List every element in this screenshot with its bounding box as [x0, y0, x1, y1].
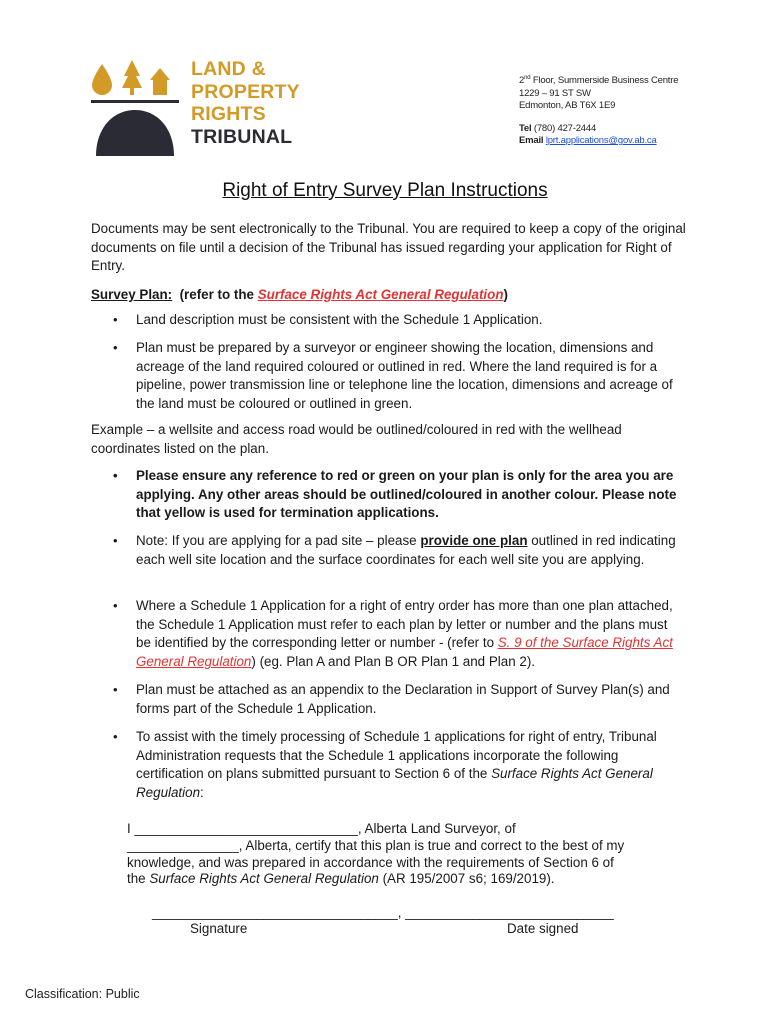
bullet-colour-reference: • Please ensure any reference to red or green on your plan is only for the area you are applying. Any other areas should be outlined/coloured in another colour. Please note that yellow is used for termination applications. [113, 468, 677, 521]
telephone: Tel (780) 427-2444 [519, 122, 597, 134]
logo-line-tribunal: TRIBUNAL [191, 125, 293, 148]
bullet-appendix: • Plan must be attached as an appendix to the Declaration in Support of Survey Plan(s) and forms part of the Schedule 1 Application. [113, 682, 670, 716]
address-line-2: 1229 – 91 ST SW [519, 87, 591, 99]
address-block [519, 72, 678, 148]
cert-line-2: _______________, Alberta, certify that this plan is true and correct to the best of my [127, 837, 625, 853]
survey-plan-heading: Survey Plan: (refer to the Surface Rights Act General Regulation) [91, 287, 508, 302]
classification-label: Classification: Public [25, 987, 140, 1001]
address-line-3: Edmonton, AB T6X 1E9 [519, 100, 616, 112]
certification-statement [127, 821, 667, 888]
section-9-link[interactable]: S. 9 of the Surface Rights Act General Regulation [136, 635, 673, 670]
cert-line-1: I ______________________________, Alberta Land Surveyor, of [127, 821, 516, 836]
bullet-plan-preparation: • Plan must be prepared by a surveyor or engineer showing the location, dimensions and acreage of the land required coloured or outlined in red. Where the land required is for a pipeline, power transmission line or telephone line the location, dimensions and acreage of the land must be coloured or outlined in green. [113, 340, 673, 412]
bullet-certification-request: • To assist with the timely processing of Schedule 1 applications for right of entry, Tribunal Administration requests that the Schedule 1 applications incorporate the following certification on plans submitted pursuant to Section 6 of the Surface Rights Act General Regulation: [113, 729, 657, 801]
email: Email lprt.applications@gov.ab.ca [519, 135, 657, 147]
regulation-link[interactable]: Surface Rights Act General Regulation [257, 287, 504, 302]
signature-label: Signature [190, 921, 248, 936]
tribunal-logo [88, 58, 318, 158]
logo-line-land: LAND & [191, 58, 266, 80]
logo-emblem-icon [88, 58, 188, 158]
cert-line-3: knowledge, and was prepared in accordance with the requirements of Section 6 of [127, 854, 614, 870]
bullet-multiple-plans: • Where a Schedule 1 Application for a right of entry order has more than one plan attached, the Schedule 1 Application must refer to each plan by letter or number and the plans must be identified by the corresponding letter or number - (refer to S. 9 of the Surface Rights Act General Regulation) (eg. Plan A and Plan B OR Plan 1 and Plan 2). [113, 598, 673, 670]
page-title: Right of Entry Survey Plan Instructions [222, 180, 548, 201]
address-line-1: 2nd Floor, Summerside Business Centre [519, 75, 679, 87]
date-signed-label: Date signed [507, 921, 579, 936]
intro-paragraph: Documents may be sent electronically to the Tribunal. You are required to keep a copy of the original documents on file until a decision of the Tribunal has issued regarding your application for Right of Entry. [91, 221, 686, 274]
cert-line-4: the Surface Rights Act General Regulation (AR 195/2007 s6; 169/2019). [127, 871, 555, 887]
logo-wordmark [191, 58, 300, 148]
bullet-pad-site-note: • Note: If you are applying for a pad site – please provide one plan outlined in red indicating each well site location and the surface coordinates for each well site you are applying. [113, 533, 676, 567]
signature-line: _________________________________, ____________________________ [152, 905, 614, 920]
logo-line-rights: RIGHTS [191, 103, 266, 125]
logo-line-property: PROPERTY [191, 80, 300, 103]
example-paragraph: Example – a wellsite and access road would be outlined/coloured in red with the wellhead coordinates listed on the plan. [91, 422, 622, 456]
email-link[interactable]: lprt.applications@gov.ab.ca [545, 135, 657, 147]
bullet-land-description: • Land description must be consistent with the Schedule 1 Application. [113, 312, 543, 327]
